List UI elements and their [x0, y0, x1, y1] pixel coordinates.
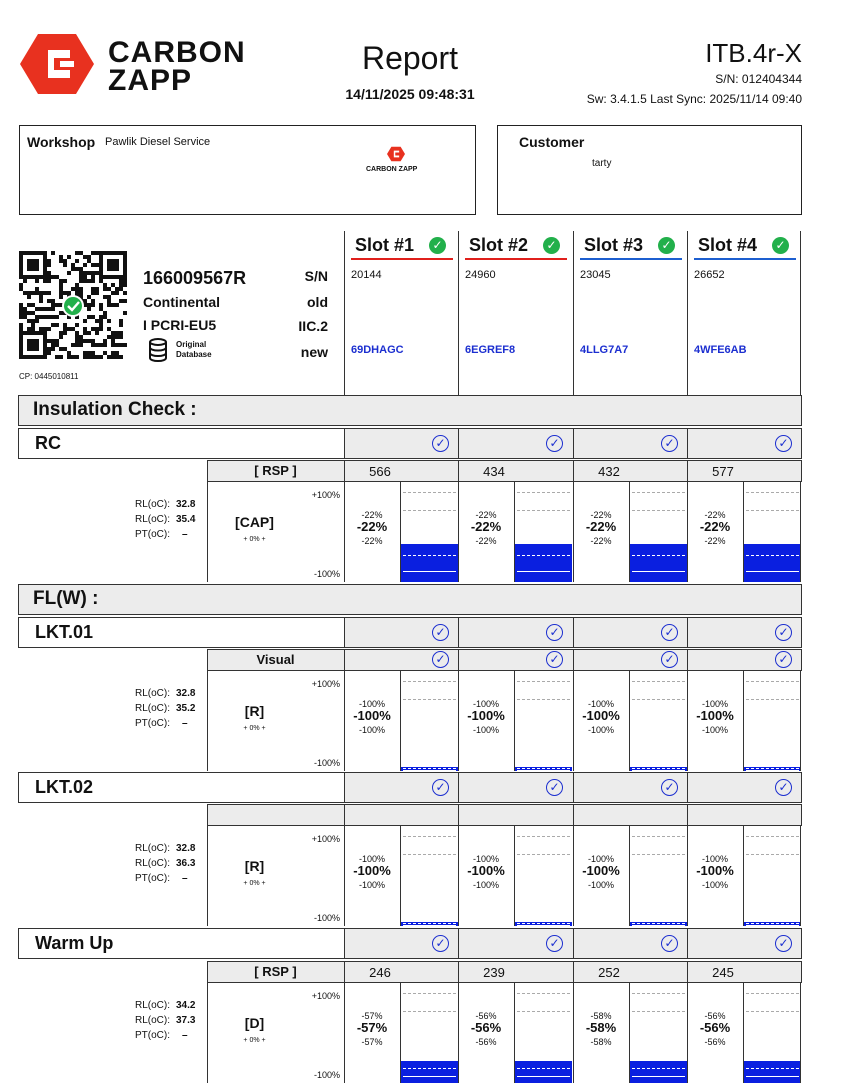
pct-small-bottom: -56% [475, 1037, 497, 1047]
slot-column-4 [687, 231, 802, 395]
injector-cp: CP: 0445010811 [19, 372, 79, 381]
injector-maker: Continental [143, 294, 220, 310]
pct-small-bottom: -100% [358, 725, 385, 735]
slot-value: 245 [712, 965, 734, 980]
level-bar-box [400, 671, 458, 771]
warmup-header [18, 928, 802, 959]
pct-small-bottom: -56% [704, 1037, 726, 1047]
scale-top: +100% [311, 679, 340, 689]
slot-accent-line [351, 258, 453, 260]
pct-small-bottom: -100% [472, 880, 499, 890]
pct-value: -100% [582, 708, 620, 723]
rl2-value: 35.4 [176, 514, 196, 525]
lkt02-header [18, 772, 802, 803]
slot-sn: 24960 [465, 269, 496, 281]
pct-small-top: -56% [475, 1011, 497, 1021]
pct-small-top: -22% [361, 510, 383, 520]
pct-value: -22% [699, 519, 731, 534]
customer-name: tarty [592, 158, 612, 169]
pct-small-top: -100% [358, 699, 385, 709]
slot-value: 434 [483, 464, 505, 479]
level-bar-box [400, 983, 458, 1083]
rl1-value: 32.8 [176, 843, 196, 854]
pct-small-bottom: -100% [701, 880, 728, 890]
pct-small-top: -100% [587, 854, 614, 864]
slot-code: 4LLG7A7 [580, 344, 629, 356]
check-circle-icon: ✓ [661, 935, 678, 952]
rc-header-label: RC [35, 433, 61, 453]
old-label: old [307, 294, 328, 310]
pct-value: -100% [353, 863, 391, 878]
check-circle-icon: ✓ [432, 935, 449, 952]
level-bar [744, 922, 801, 926]
level-bar [401, 922, 458, 926]
level-bar-box [743, 826, 801, 926]
rl2-value: 36.3 [176, 858, 196, 869]
check-circle-icon: ✓ [546, 935, 563, 952]
pct-value: -57% [356, 1020, 388, 1035]
pct-small-top: -22% [475, 510, 497, 520]
rl2-label: RL(oC): [134, 703, 170, 714]
slot-label: Slot #3 [584, 235, 644, 255]
unit-label: [R] [244, 703, 265, 719]
slot-accent-line [694, 258, 796, 260]
rl1-label: RL(oC): [134, 499, 170, 510]
brand-line1: CARBON [108, 36, 246, 69]
pt-label: PT(oC): [135, 1030, 170, 1041]
slot-code: 4WFE6AB [694, 344, 747, 356]
check-circle-icon: ✓ [775, 651, 792, 668]
rl1-label: RL(oC): [134, 1000, 170, 1011]
pct-value: -100% [353, 708, 391, 723]
pct-value: -100% [696, 708, 734, 723]
slot-value: 239 [483, 965, 505, 980]
workshop-label: Workshop [27, 134, 96, 150]
pct-value: -22% [356, 519, 388, 534]
pt-value: – [182, 873, 188, 884]
scale-bottom: -100% [313, 569, 340, 579]
check-circle-icon: ✓ [661, 435, 678, 452]
level-bar-box [743, 671, 801, 771]
check-circle-icon: ✓ [546, 624, 563, 641]
rl1-label: RL(oC): [134, 843, 170, 854]
scale-zero: + 0% + [243, 880, 266, 887]
database-icon [148, 338, 168, 362]
device-model: ITB.4r-X [705, 38, 802, 68]
slot-column-1 [344, 231, 459, 395]
report-datetime: 14/11/2025 09:48:31 [345, 86, 475, 102]
device-software: Sw: 3.4.1.5 Last Sync: 2025/11/14 09:40 [586, 92, 802, 106]
rc-header [18, 428, 802, 459]
level-bar-box [743, 983, 801, 1083]
pct-small-top: -100% [472, 854, 499, 864]
level-bar [515, 544, 572, 582]
pct-small-bottom: -22% [704, 536, 726, 546]
flw-band-title: FL(W) : [33, 588, 99, 609]
check-icon: ✓ [429, 237, 446, 254]
pct-small-top: -100% [587, 699, 614, 709]
slot-value: 246 [369, 965, 391, 980]
check-circle-icon: ✓ [775, 935, 792, 952]
database-line2: Database [176, 350, 212, 359]
check-circle-icon: ✓ [775, 435, 792, 452]
unit-label: [D] [244, 1015, 265, 1031]
pct-small-bottom: -57% [361, 1037, 383, 1047]
check-circle-icon: ✓ [661, 624, 678, 641]
scale-zero: + 0% + [243, 725, 266, 732]
pct-value: -100% [467, 708, 505, 723]
rl1-label: RL(oC): [134, 688, 170, 699]
customer-label: Customer [519, 134, 585, 150]
slot-label: Slot #1 [355, 235, 415, 255]
level-bar [401, 767, 458, 771]
slot-code: 6EGREF8 [465, 344, 516, 356]
pct-small-bottom: -100% [587, 725, 614, 735]
pct-small-top: -58% [590, 1011, 612, 1021]
pct-small-bottom: -58% [590, 1037, 612, 1047]
scale-bottom: -100% [313, 1070, 340, 1080]
level-bar-box [400, 826, 458, 926]
check-icon: ✓ [658, 237, 675, 254]
unit-label: [R] [244, 858, 265, 874]
device-serial: S/N: 012404344 [715, 72, 802, 86]
check-circle-icon: ✓ [546, 651, 563, 668]
new-label: new [300, 344, 328, 360]
slot-value: 577 [712, 464, 734, 479]
warmup-mode-row-mode: [ RSP ] [254, 964, 297, 979]
slot-code: 69DHAGC [351, 344, 404, 356]
level-bar [744, 544, 801, 582]
pct-small-bottom: -22% [475, 536, 497, 546]
slot-accent-line [580, 258, 682, 260]
level-bar-box [514, 826, 572, 926]
check-circle-icon: ✓ [546, 779, 563, 796]
carbon-zapp-logo [20, 32, 94, 96]
rl2-value: 37.3 [176, 1015, 196, 1026]
check-circle-icon: ✓ [432, 651, 449, 668]
pct-value: -56% [699, 1020, 731, 1035]
workshop-logo-icon [387, 146, 405, 162]
lkt01-mode-row-mode: Visual [256, 652, 295, 667]
slot-column-2 [458, 231, 573, 395]
rl1-value: 34.2 [176, 1000, 196, 1011]
slot-accent-line [465, 258, 567, 260]
customer-box [497, 125, 802, 215]
pct-small-bottom: -100% [358, 880, 385, 890]
slot-sn: 26652 [694, 269, 725, 281]
scale-bottom: -100% [313, 758, 340, 768]
rc-mode-row-mode: [ RSP ] [254, 463, 297, 478]
pct-small-bottom: -22% [361, 536, 383, 546]
check-circle-icon: ✓ [432, 435, 449, 452]
check-circle-icon: ✓ [661, 651, 678, 668]
pct-small-top: -100% [701, 699, 728, 709]
slot-table-right-border [800, 231, 801, 395]
pct-small-bottom: -100% [472, 725, 499, 735]
pct-small-top: -57% [361, 1011, 383, 1021]
pct-small-top: -56% [704, 1011, 726, 1021]
scale-zero: + 0% + [243, 536, 266, 543]
pct-small-top: -100% [472, 699, 499, 709]
lkt02-mode-row [207, 804, 802, 826]
rl1-value: 32.8 [176, 499, 196, 510]
pct-small-top: -100% [358, 854, 385, 864]
rl1-value: 32.8 [176, 688, 196, 699]
workshop-box [19, 125, 476, 215]
level-bar [630, 922, 687, 926]
scale-bottom: -100% [313, 913, 340, 923]
pct-small-bottom: -100% [587, 880, 614, 890]
qr-code-icon [19, 249, 127, 361]
scale-top: +100% [311, 991, 340, 1001]
level-bar-box [629, 482, 687, 582]
slot-sn: 23045 [580, 269, 611, 281]
lkt01-header [18, 617, 802, 648]
rl2-label: RL(oC): [134, 514, 170, 525]
level-bar [515, 922, 572, 926]
pct-value: -22% [585, 519, 617, 534]
rl2-label: RL(oC): [134, 858, 170, 869]
sn-label: S/N [304, 268, 328, 284]
level-bar-box [400, 482, 458, 582]
level-bar [630, 767, 687, 771]
slot-label: Slot #4 [698, 235, 758, 255]
lkt01-header-label: LKT.01 [35, 622, 94, 642]
check-circle-icon: ✓ [432, 779, 449, 796]
pct-small-top: -22% [590, 510, 612, 520]
rl2-label: RL(oC): [134, 1015, 170, 1026]
pct-value: -100% [467, 863, 505, 878]
pt-value: – [182, 1030, 188, 1041]
check-circle-icon: ✓ [775, 624, 792, 641]
level-bar-box [629, 983, 687, 1083]
pct-value: -100% [696, 863, 734, 878]
slot-value: 432 [598, 464, 620, 479]
pct-small-bottom: -22% [590, 536, 612, 546]
pt-label: PT(oC): [135, 529, 170, 540]
insulation-check-band [18, 395, 802, 426]
level-bar [630, 544, 687, 582]
check-icon: ✓ [772, 237, 789, 254]
level-bar-box [514, 482, 572, 582]
check-icon: ✓ [543, 237, 560, 254]
check-circle-icon: ✓ [661, 779, 678, 796]
lkt02-header-label: LKT.02 [35, 777, 94, 797]
pct-small-top: -100% [701, 854, 728, 864]
pt-label: PT(oC): [135, 718, 170, 729]
level-bar-box [514, 671, 572, 771]
slot-value: 252 [598, 965, 620, 980]
pct-small-bottom: -100% [701, 725, 728, 735]
level-bar [515, 767, 572, 771]
slot-label: Slot #2 [469, 235, 529, 255]
pt-label: PT(oC): [135, 873, 170, 884]
slot-column-3 [573, 231, 688, 395]
workshop-logo-text: CARBON ZAPP [366, 166, 418, 173]
database-line1: Original [176, 340, 207, 349]
pt-value: – [182, 718, 188, 729]
brand-line2: ZAPP [108, 64, 193, 97]
rl2-value: 35.2 [176, 703, 196, 714]
level-bar-box [629, 671, 687, 771]
pct-value: -22% [470, 519, 502, 534]
injector-type: I PCRI-EU5 [143, 317, 217, 333]
report-title: Report [361, 40, 459, 76]
pct-value: -56% [470, 1020, 502, 1035]
pct-value: -100% [582, 863, 620, 878]
slot-value: 566 [369, 464, 391, 479]
check-circle-icon: ✓ [546, 435, 563, 452]
level-bar-box [743, 482, 801, 582]
flw-band [18, 584, 802, 615]
level-bar-box [514, 983, 572, 1083]
check-circle-icon: ✓ [775, 779, 792, 796]
pt-value: – [182, 529, 188, 540]
scale-top: +100% [311, 834, 340, 844]
scale-zero: + 0% + [243, 1037, 266, 1044]
pct-value: -58% [585, 1020, 617, 1035]
level-bar [744, 767, 801, 771]
workshop-name: Pawlik Diesel Service [105, 136, 211, 148]
pct-small-top: -22% [704, 510, 726, 520]
insulation-check-band-title: Insulation Check : [33, 399, 197, 420]
injector-part: 166009567R [143, 268, 247, 288]
slot-sn: 20144 [351, 269, 382, 281]
iic-label: IIC.2 [298, 318, 328, 334]
scale-top: +100% [311, 490, 340, 500]
check-circle-icon: ✓ [432, 624, 449, 641]
level-bar-box [629, 826, 687, 926]
unit-label: [CAP] [235, 514, 274, 530]
level-bar [401, 544, 458, 582]
warmup-header-label: Warm Up [35, 933, 114, 953]
